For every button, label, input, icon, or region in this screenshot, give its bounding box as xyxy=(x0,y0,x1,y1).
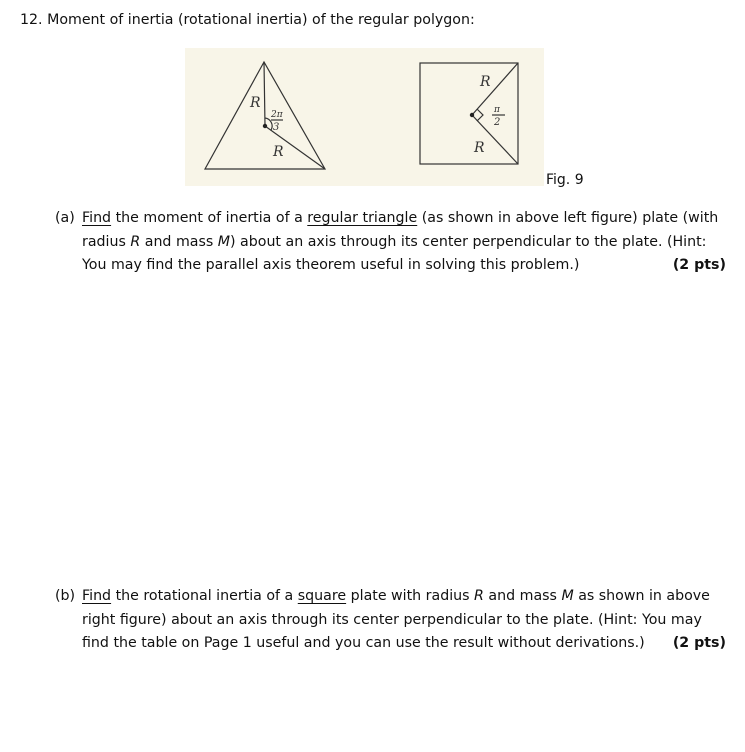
square-angle-denominator: 2 xyxy=(494,117,501,128)
part-a-verb: Find xyxy=(82,210,112,226)
part-b-term: square xyxy=(297,588,347,604)
square-label-r-bottom: R xyxy=(474,140,485,156)
square-label-r-top: R xyxy=(480,74,491,90)
triangle-center-dot xyxy=(263,124,267,128)
part-b-line-2: right figure) about an axis through its center perpendicular to the plate. (Hint: You may xyxy=(82,611,702,628)
part-b-line-1: Find the rotational inertia of a square plate with radius R and mass M as shown in above xyxy=(82,588,710,604)
part-b-points: (2 pts) xyxy=(672,635,726,652)
part-a-line-3: You may find the parallel axis theorem useful in solving this problem.) (2 pts) xyxy=(82,254,735,278)
part-a-term: regular triangle xyxy=(307,210,418,226)
triangle-diagram xyxy=(205,62,325,169)
square-center-dot xyxy=(470,113,474,117)
triangle-label-r-side: R xyxy=(250,95,261,111)
figure-drawing xyxy=(185,48,544,186)
square-diagram xyxy=(420,63,518,164)
part-b-line-3: find the table on Page 1 useful and you can use the result without derivations.) (2 pts) xyxy=(82,632,735,656)
part-b xyxy=(55,585,735,656)
square-angle-numerator: π xyxy=(494,105,500,115)
square-right-angle-mark xyxy=(477,109,483,121)
triangle-angle-denominator: 3 xyxy=(273,122,280,133)
part-a-points: (2 pts) xyxy=(672,257,726,274)
part-b-text xyxy=(82,585,735,656)
figure-caption: Fig. 9 xyxy=(546,172,584,188)
part-a-label: (a) xyxy=(55,210,75,226)
part-a-line-2: radius R and mass M) about an axis through its center perpendicular to the plate. (Hint: xyxy=(82,233,707,250)
triangle-label-r-bottom: R xyxy=(273,144,284,160)
figure-9 xyxy=(185,48,544,186)
part-a-line-1: Find the moment of inertia of a regular triangle (as shown in above left figure) plate (with xyxy=(82,210,719,226)
part-b-label: (b) xyxy=(55,588,76,604)
triangle-radius-top xyxy=(264,62,265,126)
question-title: 12. Moment of inertia (rotational inertia) of the regular polygon: xyxy=(20,12,475,28)
triangle-angle-numerator: 2π xyxy=(271,110,283,120)
part-a-text xyxy=(82,207,735,278)
part-a xyxy=(55,207,735,278)
part-b-verb: Find xyxy=(82,588,112,604)
